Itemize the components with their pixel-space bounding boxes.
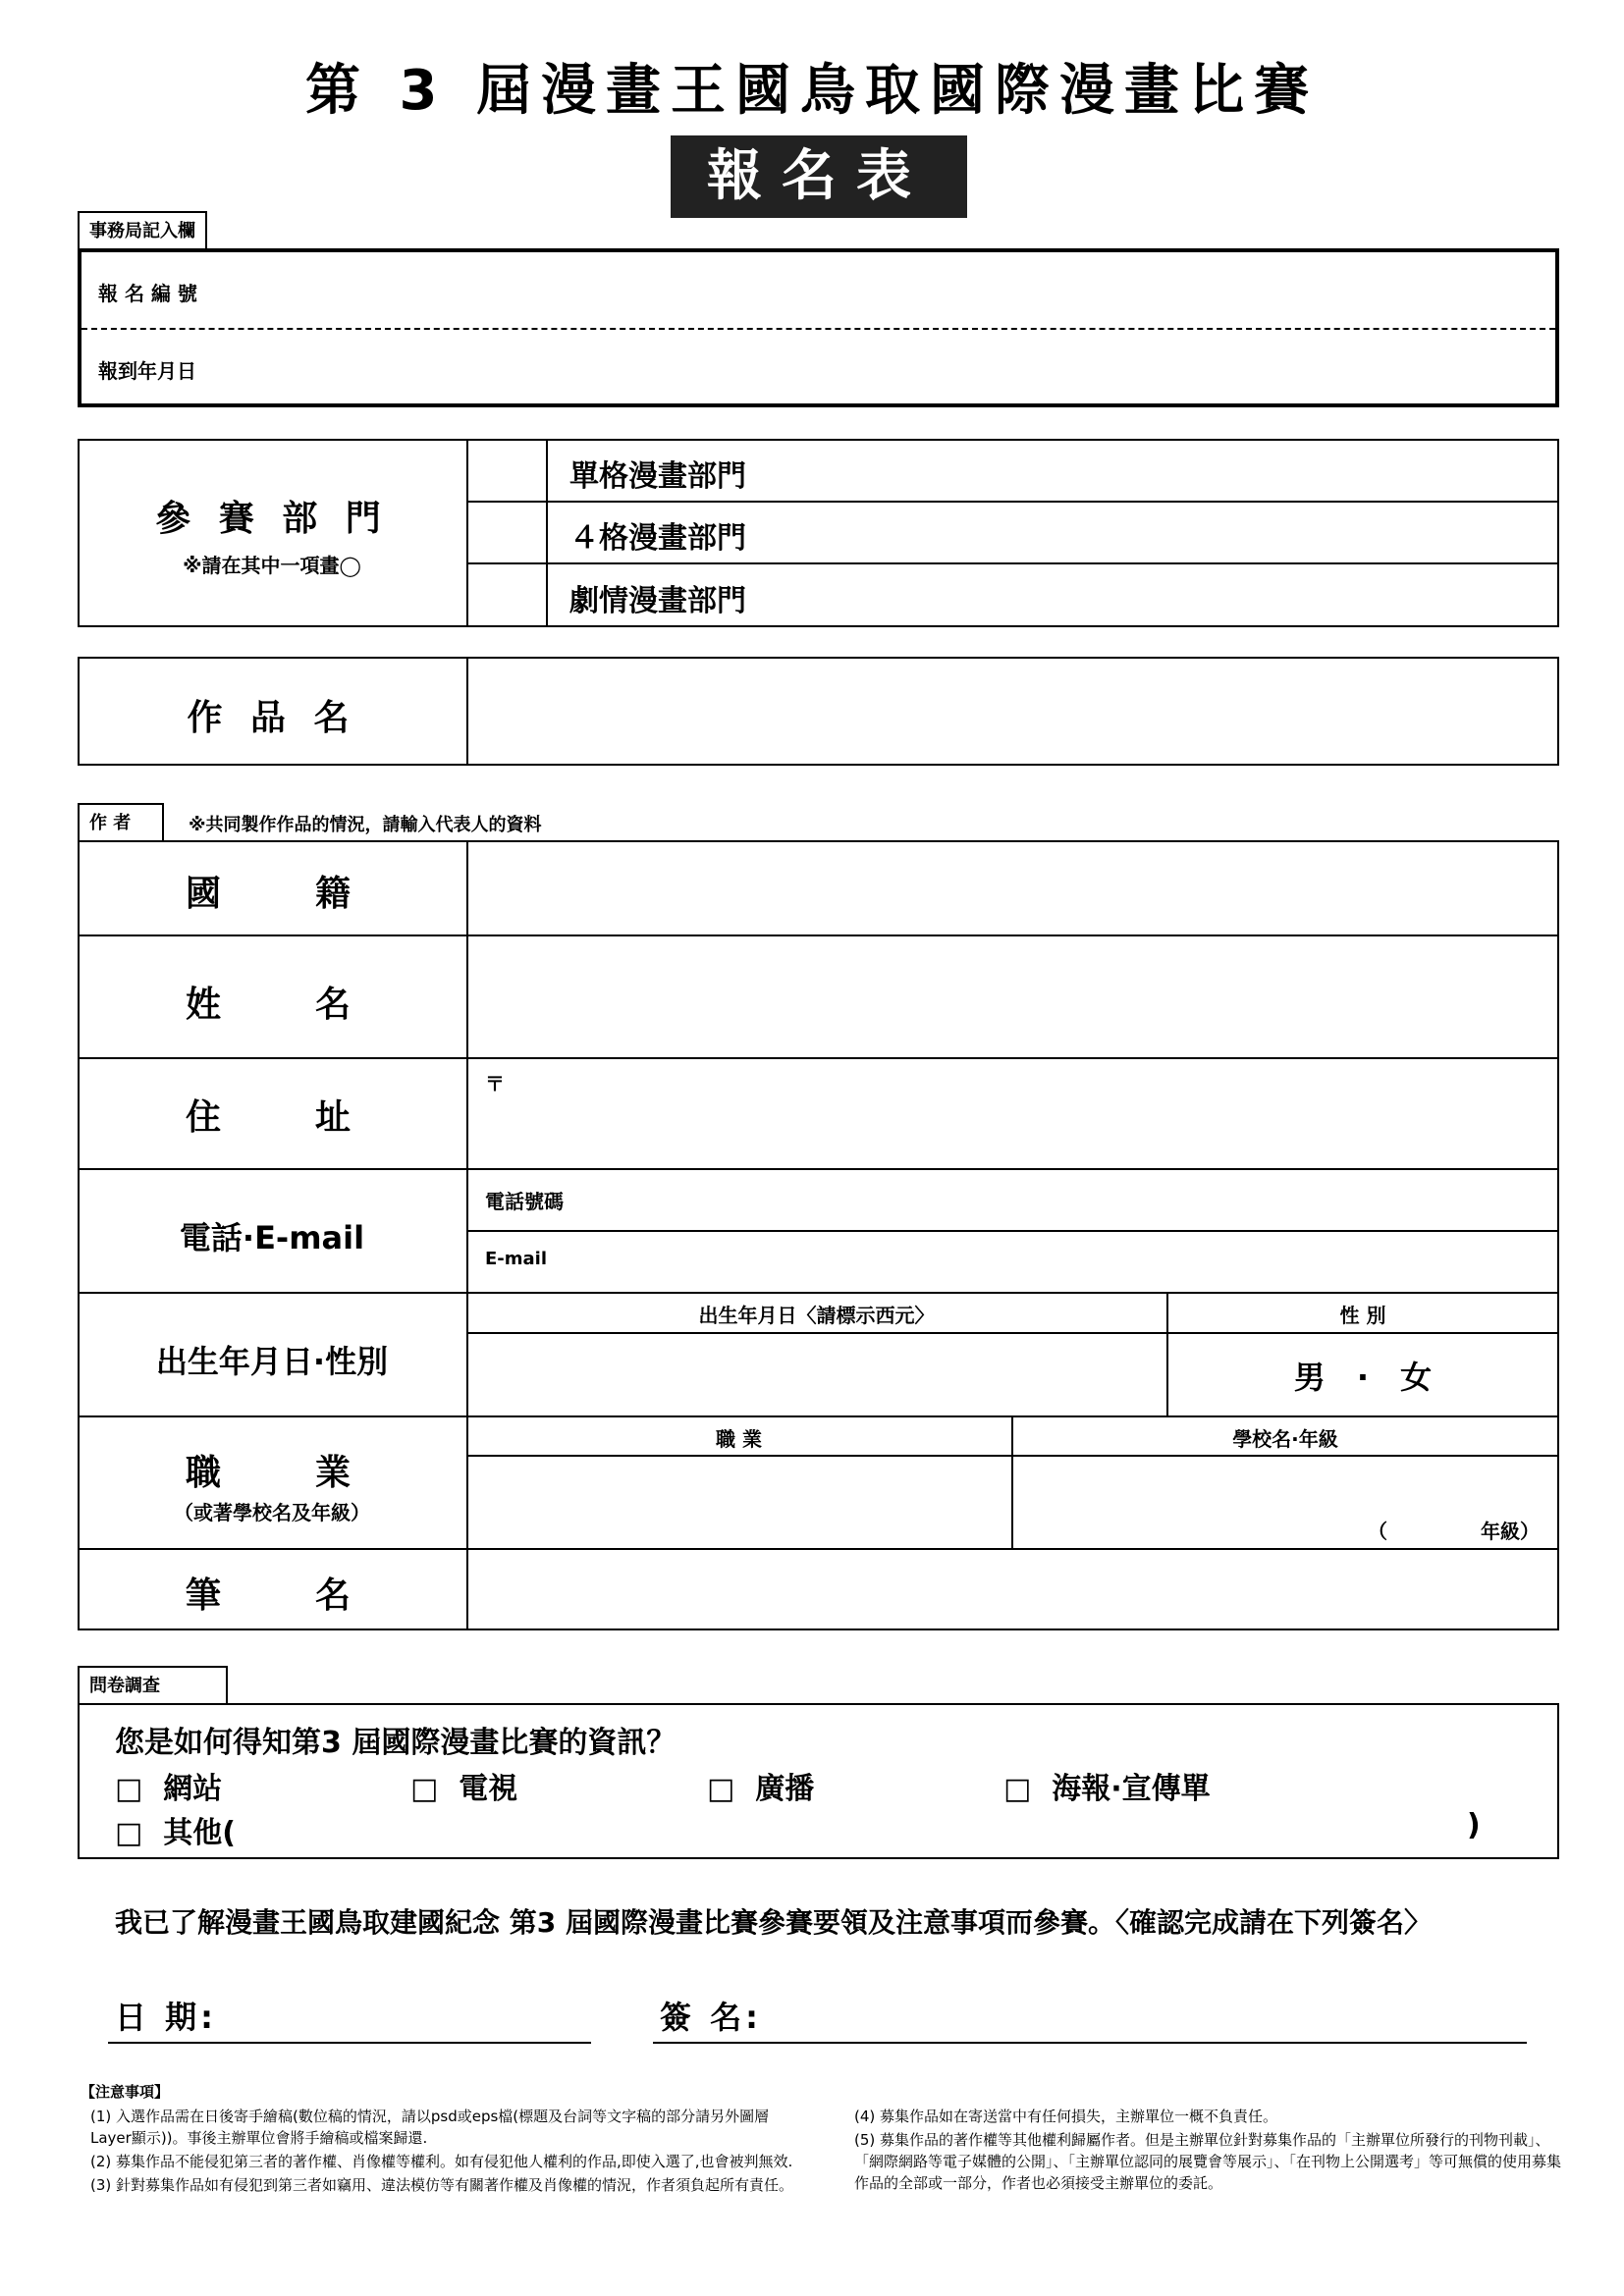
job-field[interactable] [468, 1457, 1009, 1546]
survey-other-field[interactable] [265, 1808, 1453, 1847]
survey-option-website[interactable]: □ 網站 [115, 1772, 223, 1806]
birth-gender-label: 出生年月日·性別 [155, 1343, 389, 1380]
survey-option-poster[interactable]: □ 海報·宣傳單 [1003, 1772, 1211, 1806]
survey-tab: 問卷調查 [78, 1666, 228, 1703]
postal-mark: 〒 [485, 1072, 505, 1095]
address-label: 住 址 [185, 1097, 358, 1138]
author-note: ※共同製作作品的情況，請輸入代表人的資料 [189, 815, 542, 835]
note-item: (2) 募集作品不能侵犯第三者的著作權、肖像權等權利。如有侵犯他人權利的作品,即使入選了,也會被判無效. [90, 2153, 793, 2170]
phone-label: 電話號碼 [485, 1190, 564, 1213]
grade-open: （ [1368, 1520, 1387, 1543]
checkbox-icon[interactable]: □ [707, 1772, 735, 1806]
pen-name-field[interactable] [468, 1550, 1557, 1629]
office-divider [81, 328, 1555, 330]
survey-option-tv[interactable]: □ 電視 [410, 1772, 518, 1806]
nationality-field[interactable] [468, 842, 1557, 933]
survey-option-other[interactable]: □ 其他( [115, 1816, 236, 1850]
nationality-label: 國 籍 [185, 874, 358, 914]
birth-header: 出生年月日〈請標示西元〉 [698, 1304, 935, 1327]
email-field[interactable] [609, 1233, 1557, 1290]
note-item: (4) 募集作品如在寄送當中有任何損失，主辦單位一概不負責任。 [854, 2108, 1278, 2125]
category-option-single: 單格漫畫部門 [569, 459, 746, 494]
registration-date-label: 報到年月日 [98, 359, 196, 383]
job-header: 職 業 [716, 1427, 762, 1451]
notes-left [90, 2106, 802, 2198]
form-title: 第 3 屆漫畫王國鳥取國際漫畫比賽 [305, 59, 1319, 123]
office-use-tab: 事務局記入欄 [78, 211, 207, 248]
checkbox-icon[interactable]: □ [115, 1772, 143, 1806]
survey-option-radio[interactable]: □ 廣播 [707, 1772, 815, 1806]
grade-close: 年級） [1481, 1520, 1540, 1543]
job-note: （或著學校名及年級） [174, 1501, 370, 1524]
sign-label: 簽 名: [660, 1999, 762, 2036]
birth-date-field[interactable] [468, 1334, 1164, 1414]
address-field[interactable] [468, 1059, 1557, 1166]
checkbox-icon[interactable]: □ [115, 1816, 143, 1850]
pen-name-label: 筆 名 [185, 1575, 358, 1616]
sign-line [653, 2042, 1527, 2044]
date-line [108, 2042, 591, 2044]
note-item: (1) 入選作品需在日後寄手繪稿(數位稿的情況，請以psd或eps檔(標題及台詞等文字稿的部分請另外圖層Layer顯示))。事後主辦單位會將手繪稿或檔案歸還. [90, 2108, 770, 2147]
school-field[interactable] [1013, 1457, 1557, 1546]
work-title-label: 作 品 名 [187, 698, 357, 738]
work-title-field[interactable] [468, 659, 1557, 764]
job-label: 職 業 [185, 1453, 358, 1493]
notes-heading: 【注意事項】 [81, 2083, 170, 2101]
survey-other-close: ) [1467, 1808, 1481, 1842]
author-tab: 作 者 [78, 803, 164, 840]
date-label: 日 期: [115, 1999, 217, 2036]
category-label: 參 賽 部 門 [155, 499, 389, 539]
phone-field[interactable] [609, 1172, 1557, 1228]
category-option-4koma: ４格漫畫部門 [569, 521, 746, 556]
signature-field[interactable] [766, 1993, 1522, 2040]
contact-label: 電話·E-mail [179, 1219, 365, 1256]
checkbox-icon[interactable]: □ [1003, 1772, 1032, 1806]
name-field[interactable] [468, 936, 1557, 1055]
category-mark-1[interactable] [468, 441, 545, 500]
notes-right [854, 2106, 1566, 2196]
name-label: 姓 名 [185, 985, 358, 1025]
survey-question: 您是如何得知第3 屆國際漫畫比賽的資訊？ [115, 1726, 677, 1760]
category-note: ※請在其中一項畫◯ [183, 554, 361, 577]
category-option-story: 劇情漫畫部門 [569, 584, 746, 618]
checkbox-icon[interactable]: □ [410, 1772, 439, 1806]
date-field[interactable] [226, 1993, 589, 2040]
school-header: 學校名·年級 [1232, 1427, 1338, 1451]
note-item: (5) 募集作品的著作權等其他權利歸屬作者。但是主辦單位針對募集作品的「主辦單位所發行的刊物刊載」、「網際網路等電子媒體的公開」、「主辦單位認同的展覽會等展示」、「在刊物上公開選考」等可無償的使用募集作品的全部或一部分，作者也必須接受主辦單位的委託。 [854, 2131, 1562, 2192]
gender-header: 性 別 [1339, 1304, 1386, 1327]
category-mark-3[interactable] [468, 564, 545, 625]
note-item: (3) 針對募集作品如有侵犯到第三者如竊用、違法模仿等有關著作權及肖像權的情況，作者須負起所有責任。 [90, 2176, 794, 2194]
form-subtitle: 報名表 [671, 135, 967, 218]
category-mark-2[interactable] [468, 503, 545, 561]
agreement-text: 我已了解漫畫王國鳥取建國紀念 第3 屆國際漫畫比賽參賽要領及注意事項而參賽。〈確認完成請在下列簽名〉 [115, 1906, 1432, 1939]
registration-number-label: 報 名 編 號 [98, 282, 197, 305]
gender-options[interactable]: 男 · 女 [1293, 1359, 1433, 1396]
email-label: E-mail [485, 1249, 548, 1269]
